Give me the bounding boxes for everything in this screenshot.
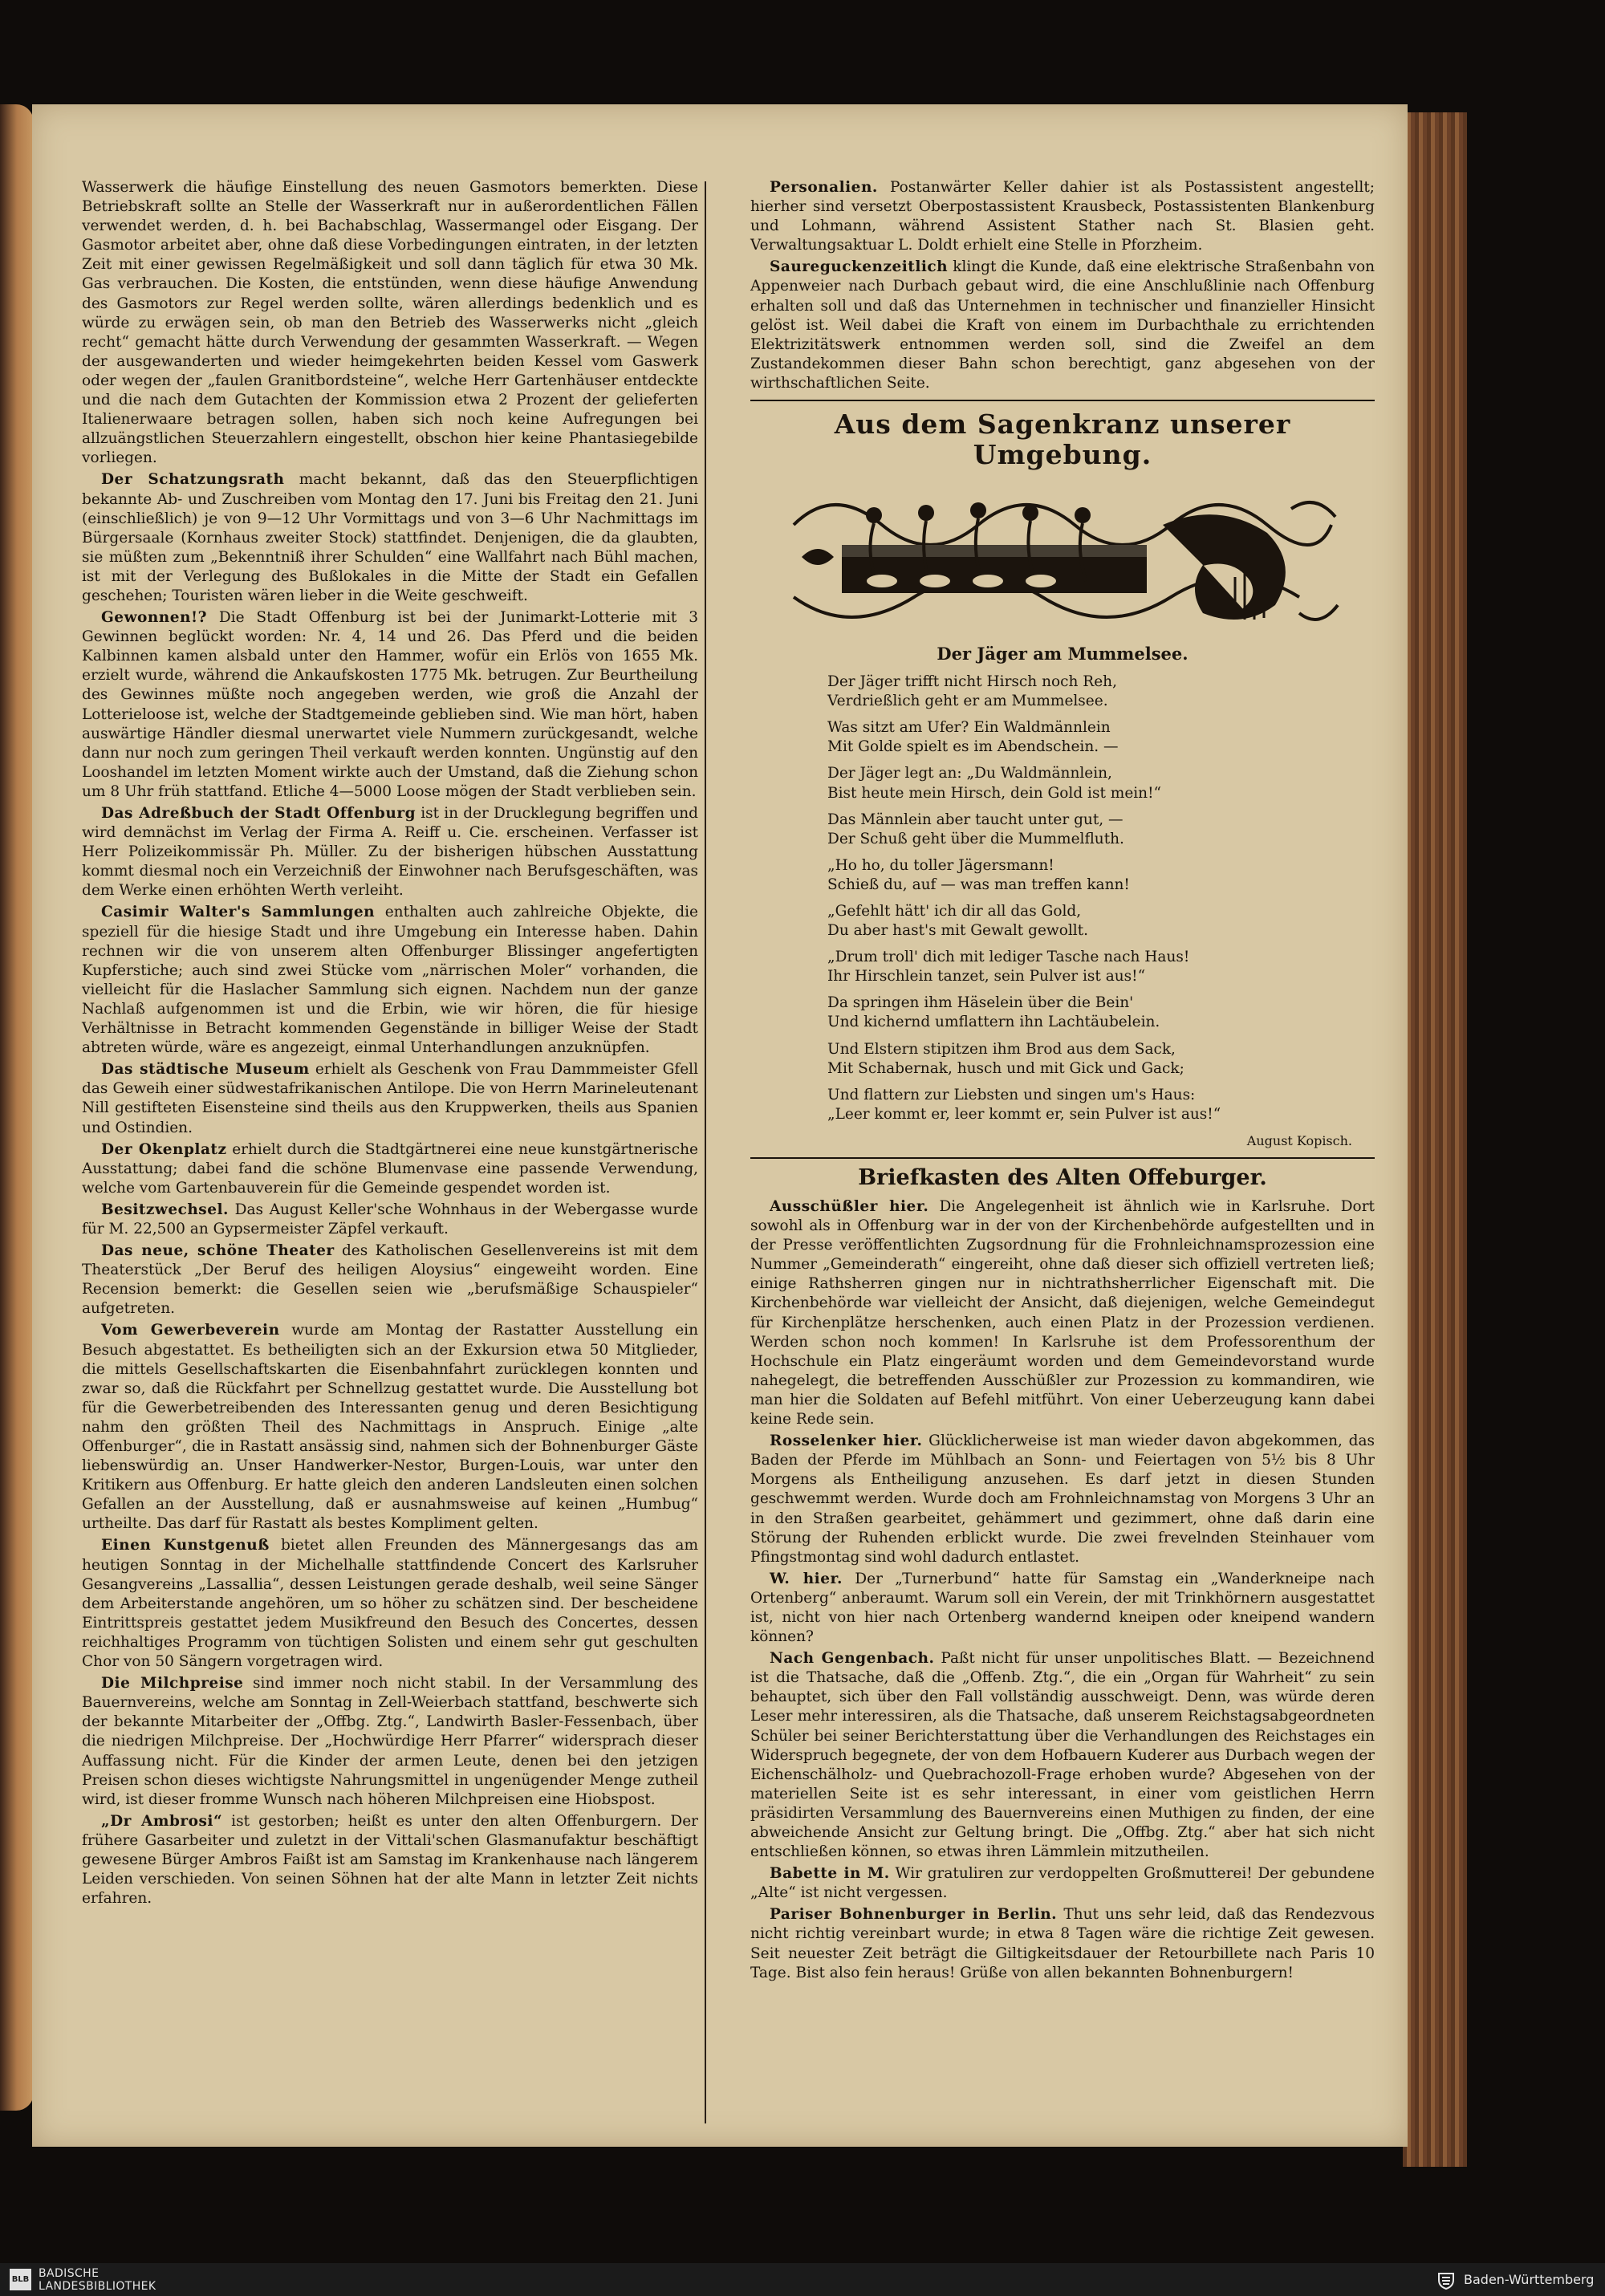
briefkasten-entries xyxy=(750,1197,1375,1983)
article-paragraph xyxy=(82,1201,698,1239)
poem-line: Mit Golde spielt es im Abendschein. — xyxy=(827,738,1119,756)
article-heading: Casimir Walter's Sammlungen xyxy=(101,904,376,921)
article-heading: Nach Gengenbach. xyxy=(770,1650,935,1668)
article-heading: Ausschüßler hier. xyxy=(770,1198,929,1215)
poem-line: Verdrießlich geht er am Mummelsee. xyxy=(827,693,1108,710)
article-text: Wir gratuliren zur verdoppelten Großmutterei! Der gebundene „Alte“ ist nicht vergessen. xyxy=(750,1865,1375,1902)
book-page-stack xyxy=(1403,112,1467,2167)
article-text: Thut uns sehr leid, daß das Rendezvous nicht richtig vereinbart wurde; in etwa 8 Tagen wäre die richtige Zeit gewesen. Seit neuester Zeit beträgt die Giltigkeitsdauer der Retourbillete nach Paris 10 Tage. Bist also fein heraus! Grüße von allen bekannten Bohnenburgern! xyxy=(750,1906,1375,1981)
poem-stanza xyxy=(827,1040,1375,1079)
poem-line: Ihr Hirschlein tanzet, sein Pulver ist aus!“ xyxy=(827,968,1146,985)
poem-line: Und kichernd umflattern ihn Lachtäubelein. xyxy=(827,1014,1160,1031)
article-paragraph xyxy=(750,1197,1375,1429)
article-text: erhielt als Geschenk von Frau Dammmeister Gfell das Geweih einer südwestafrikanischen Antilope. Die von Herrn Marineleutenant Nill gestifteten Eisensteine sind theils aus den Kruppwerken, theils aus Spanien und Ostindien. xyxy=(82,1061,699,1136)
article-heading: Saureguckenzeitlich xyxy=(770,258,949,276)
poem-line: Was sitzt am Ufer? Ein Waldmännlein xyxy=(827,719,1111,737)
article-heading: Der Schatzungsrath xyxy=(101,471,285,489)
article-paragraph xyxy=(82,1060,698,1137)
article-text: Paßt nicht für unser unpolitisches Blatt. — Bezeichnend ist die Thatsache, daß die „Offenb. Ztg.“, die ein „Organ für Wahrheit“ zu sein behauptet, sich über den Fall vollständig ausschweigt. Denn, was würde deren Leser mehr interessiren, als die Thatsache, daß unserem Reichstagsabgeordneten Schüler bei seiner Berichterstattung über die Verhandlungen des Reichstages ein Widerspruch begegnete, der von dem Hofbauern Kuderer aus Durbach wegen der Eichenschälholz- und Quebrachozoll-Frage erhoben wurde? Abgesehen von der materiellen Seite ist es sehr interessant, in einer vom geistlichen Herrn präsidirten Versammlung des Bauernvereins einen Muthigen zu finden, der eine abweichende Ansicht zur Geltung bringt. Die „Offbg. Ztg.“ aber hat sich nicht entschließen können, so etwas ihren Lämmlein mitzutheilen. xyxy=(750,1650,1375,1861)
article-heading: Rosselenker hier. xyxy=(770,1432,923,1450)
briefkasten-heading: Briefkasten des Alten Offeburger. xyxy=(858,1165,1267,1190)
art-nouveau-ornament xyxy=(786,477,1339,637)
article-heading: Personalien. xyxy=(770,179,878,196)
article-paragraph xyxy=(82,608,698,802)
poem-line: Du aber hast's mit Gewalt gewollt. xyxy=(827,922,1089,940)
library-footer xyxy=(0,2263,1605,2296)
article-paragraph xyxy=(82,903,698,1058)
article-paragraph xyxy=(750,178,1375,255)
poem-line: Und Elstern stipitzen ihm Brod aus dem Sack, xyxy=(827,1040,1176,1058)
article-text: wurde am Montag der Rastatter Ausstellung ein Besuch abgestattet. Es betheiligten sich an der Exkursion etwa 50 Mitglieder, die mittels Gesellschaftskarten die Eisenbahnfahrt zurücklegen konnten und zwar so, daß die Rückfahrt per Schnellzug gestattet wurde. Die Ausstellung bot für die Gewerbetreibenden des Interessanten genug und deren Besichtigung nahm den größten Theil des Nachmittags in Anspruch. Einige „alte Offenburger“, die in Rastatt ansässig sind, nahmen sich der Bohnenburger Gäste liebenswürdig an. Unser Handwerker-Nestor, Burgen-Louis, war unter den Kritikern aus Offenburg. Er hatte gleich den anderen Landsleuten einen solchen Gefallen an der Ausstellung, daß er ausnahmsweise auf keinen „Humbug“ urtheilte. Das darf für Rastatt als bestes Kompliment gelten. xyxy=(82,1322,698,1533)
article-paragraph xyxy=(750,1570,1375,1647)
poem-title: Der Jäger am Mummelsee. xyxy=(937,644,1189,664)
article-paragraph xyxy=(750,1905,1375,1982)
column-rule xyxy=(705,181,706,2123)
sagenkranz-heading: Aus dem Sagenkranz unserer Umgebung. xyxy=(834,408,1291,471)
poem-stanza xyxy=(827,856,1375,895)
article-paragraph xyxy=(82,1140,698,1198)
article-text: Der „Turnerbund“ hatte für Samstag ein „Wanderkneipe nach Ortenberg“ anberaumt. Warum soll ein Verein, der mit Trinkhörnern ausgestattet ist, nicht von hier nach Ortenberg wandernd kneipen oder kneipend wandern können? xyxy=(750,1570,1375,1646)
separator-rule xyxy=(750,1157,1375,1159)
poem-stanza xyxy=(827,1086,1375,1124)
left-page-edge xyxy=(0,104,34,2111)
article-heading: Das städtische Museum xyxy=(101,1061,310,1079)
blb-logo-icon: BLB xyxy=(10,2269,31,2290)
article-heading: Der Okenplatz xyxy=(101,1140,227,1158)
poem-stanza xyxy=(827,764,1375,803)
article-text: ist in der Drucklegung begriffen und wird demnächst im Verlag der Firma A. Reiff u. Cie. erscheinen. Verfasser ist Herr Polizeikommissär Ph. Müller. Zu der bisherigen hübschen Ausstattung kommt diesmal noch ein Verzeichniß der Einwohner nach Berufsgeschäften, was dem Werke einen erhöhten Werth verleiht. xyxy=(82,805,698,900)
article-paragraph xyxy=(750,1649,1375,1862)
library-name-line1: BADISCHE xyxy=(39,2267,100,2280)
state-name: Baden-Württemberg xyxy=(1464,2272,1595,2287)
article-paragraph xyxy=(750,258,1375,393)
poem-stanza xyxy=(827,902,1375,941)
poem-line: Mit Schabernak, husch und mit Gick und Gack; xyxy=(827,1059,1184,1077)
poem-stanza xyxy=(827,673,1375,711)
poem-stanza xyxy=(827,718,1375,757)
article-text: Wasserwerk die häufige Einstellung des neuen Gasmotors bemerkten. Diese Betriebskraft sollte an Stelle der Wasserkraft nur in außerordentlichen Fällen verwendet werden, d. h. bei Bachabschlag, Wassermangel oder Eisgang. Der Gasmotor arbeitet aber, ohne daß diese Vorbedingungen eintraten, in der letzten Zeit mit einer gewissen Regelmäßigkeit und soll dann täglich für etwa 30 Mk. Gas verbrauchen. Die Kosten, die entstünden, wenn diese häufige Anwendung des Gasmotors zur Regel werden sollte, wären allerdings bedenklich und es würde zu erwägen sein, ob man den Betrieb des Wasserwerks nicht „gleich recht“ gemacht hätte durch Verwendung der gesammten Wasserkraft. — Wegen der ausgewanderten und wieder heimgekehrten beiden Kessel vom Gaswerk oder wegen der „faulen Granitbordsteine“, welche Herr Gartenhäuser entdeckte und die nach dem Gutachten der Kommission etwa 2 Prozent der gelieferten Italienerwaare betragen sollen, haben sich noch keine Aufregungen bei allzuängstlichen Steuerzahlern eingestellt, obschon hier keine Phantasiegebilde vorliegen. xyxy=(82,179,698,467)
article-paragraph xyxy=(82,1812,698,1908)
poem-stanza xyxy=(827,811,1375,849)
article-text: des Katholischen Gesellenvereins ist mit dem Theaterstück „Der Beruf des heiligen Aloysius“ eingeweiht worden. Eine Recension bemerkt: die Gesellen seien wie „berufsmäßige Schauspieler“ aufgetreten. xyxy=(82,1242,698,1318)
poem-line: Der Schuß geht über die Mummelfluth. xyxy=(827,830,1124,847)
poem-line: „Ho ho, du toller Jägersmann! xyxy=(827,856,1054,874)
article-text: enthalten auch zahlreiche Objekte, die speziell für die hiesige Stadt und ihre Umgebung ein Interesse haben. Dahin rechnen wir die von unserem alten Offenburger Blissinger angefertigten Kupferstiche; auch sind zwei Stücke vom „närrischen Moler“ vorhanden, die vielleicht für die Haslacher Sammlung sich eignen. Nachdem nun der ganze Nachlaß aufgenommen ist und die Erbin, wie wir hören, die für hiesige Verhältnisse in Betracht kommenden Gegenstände in billiger Weise der Stadt abtreten würde, wäre es angezeigt, einmal Unterhandlungen anzuknüpfen. xyxy=(82,904,698,1057)
library-name xyxy=(39,2267,156,2293)
article-heading: „Dr Ambrosi“ xyxy=(101,1812,223,1830)
article-text: erhielt durch die Stadtgärtnerei eine neue kunstgärtnerische Ausstattung; dabei fand die schöne Blumenvase eine passende Verwendung, welche vom Gartenbauverein für die Gemeinde gespendet worden ist. xyxy=(82,1140,698,1197)
article-heading: Gewonnen!? xyxy=(101,609,207,627)
state-emblem-icon xyxy=(1436,2270,1456,2290)
article-heading: W. hier. xyxy=(770,1570,843,1587)
article-text: Die Stadt Offenburg ist bei der Junimarkt-Lotterie mit 3 Gewinnen beglückt worden: Nr. 4, 14 und 26. Das Pferd und die beiden Kalbinnen kamen alsbald unter den Hammer, wofür ein Erlös von 1655 Mk. erzielt wurde, während die Ankaufskosten 1775 Mk. betrugen. Zur Beurtheilung des Gewinnes müßte noch angegeben werden, wie groß die Anzahl der Lotterieloose ist, welche der Stadtgemeinde geblieben sind. Wie man hört, haben auswärtige Händler diesmal unerwartet viele Nummern zurückgesandt, welche dann nur noch zum geringen Theil verkauft werden konnten. Ungünstig auf den Looshandel im letzten Moment wirkte auch der Umstand, daß die Ziehung schon um 8 Uhr früh stattfand. Etliche 4—5000 Loose mögen der Stadt verblieben sein. xyxy=(82,609,698,800)
poem-stanza xyxy=(827,994,1375,1032)
article-text: klingt die Kunde, daß eine elektrische Straßenbahn von Appenweier nach Durbach gebaut wird, die eine Anschlußlinie nach Offenburg erhalten soll und daß das Unternehmen in technischer und finanzieller Hinsicht gelöst ist. Weil dabei die Kraft von einem im Durbachthale zu errichtenden Elektrizitätswerk entnommen werden soll, sind die Zweifel an dem Zustandekommen dieser Bahn schon berechtigt, ganz abgesehen von der wirthschaftlichen Seite. xyxy=(750,258,1375,392)
poem-line: Und flattern zur Liebsten und singen um's Haus: xyxy=(827,1086,1196,1103)
poem-line: Schieß du, auf — was man treffen kann! xyxy=(827,876,1130,893)
right-column xyxy=(750,178,1375,1985)
poem-author: August Kopisch. xyxy=(1246,1132,1352,1148)
poem-stanza xyxy=(827,948,1375,986)
article-paragraph xyxy=(82,1536,698,1672)
article-paragraph xyxy=(82,470,698,606)
newspaper-page xyxy=(32,104,1408,2147)
poem-line: Der Jäger trifft nicht Hirsch noch Reh, xyxy=(827,673,1117,691)
article-heading: Besitzwechsel. xyxy=(101,1201,229,1218)
article-text: Glücklicherweise ist man wieder davon abgekommen, das Baden der Pferde im Mühlbach an Sonn- und Feiertagen von 5½ bis 8 Uhr Morgens als Entheiligung anzusehen. Es darf jetzt in diesen Stunden geschwemmt werden. Wurde doch am Frohnleichnamstag von Morgens 3 Uhr an in den Straßen gearbeitet, gehämmert und gezimmert, ohne daß darin eine Störung der Ruhenden erblickt wurde. Die zwei frevelnden Steinhauer vom Pfingstmontag sind wohl dadurch entlastet. xyxy=(750,1432,1375,1566)
article-text: ist gestorben; heißt es unter den alten Offenburgern. Der frühere Gasarbeiter und zuletzt in der Vittali'schen Glasmanufaktur beschäftigt gewesene Bürger Ambros Faißt ist am Samstag im Krankenhause nach längerem Leiden verschieden. Von seinen Söhnen hat der alte Mann in letzter Zeit nichts erfahren. xyxy=(82,1812,698,1908)
article-paragraph xyxy=(82,1321,698,1534)
poem-line: Der Jäger legt an: „Du Waldmännlein, xyxy=(827,765,1112,782)
article-paragraph xyxy=(82,1241,698,1319)
library-name-line2: LANDESBIBLIOTHEK xyxy=(39,2280,156,2293)
article-heading: Babette in M. xyxy=(770,1865,890,1883)
article-heading: Das neue, schöne Theater xyxy=(101,1242,335,1260)
poem-line: „Gefehlt hätt' ich dir all das Gold, xyxy=(827,902,1082,920)
article-text: Postanwärter Keller dahier ist als Postassistent angestellt; hierher sind versetzt Oberpostassistent Krausbeck, Postassistenten Blankenburg und Lohmann, während Assistent Stather nach St. Blasien geht. Verwaltungsaktuar L. Doldt erhielt eine Stelle in Pforzheim. xyxy=(750,179,1375,254)
article-heading: Einen Kunstgenuß xyxy=(101,1537,270,1554)
article-text: Die Angelegenheit ist ähnlich wie in Karlsruhe. Dort sowohl als in Offenburg war in der von der Kirchenbehörde aufgestellten und in der Presse veröffentlichten Zugsordnung für die Frohnleichnamsprozession eine Nummer „Gemeinderath“ eingereiht, ohne daß dieser sich offiziell vertreten ließ; einige Rathsherren gingen nur in nichtrathsherrlicher Eigenschaft mit. Die Kirchenbehörde war vielleicht der Ansicht, daß diejenigen, welche Gemeindegut für Kirchenplätze herschenken, auch einen Platz in der Prozession verdienen. Werden schon noch kommen! In Karlsruhe ist dem Professorenthum der Hochschule ein Platz eingeräumt worden und dem Gemeindevorstand wurde nahegelegt, die betreffenden Ausschüßler zur Prozession zu kommandiren, wie man hier die Soldaten auf Befehl mitführt. Von einer Ueberzeugung kann dabei keine Rede sein. xyxy=(750,1198,1375,1428)
poem-line: Bist heute mein Hirsch, dein Gold ist mein!“ xyxy=(827,784,1161,802)
article-heading: Vom Gewerbeverein xyxy=(101,1322,280,1339)
left-column xyxy=(82,178,698,1911)
article-text: sind immer noch nicht stabil. In der Versammlung des Bauernvereins, welche am Sonntag in Zell-Weierbach stattfand, beschwerte sich der bekannte Mitarbeiter der „Offbg. Ztg.“, Landwirth Basler-Fessenbach, über die niedrigen Milchpreise. Der „Hochwürdige Herr Pfarrer“ widersprach dieser Auffassung nicht. Für die Kinder der armen Leute, denen bei den jetzigen Preisen schon dieses wichtigste Nahrungsmittel in ungenügender Menge zutheil wird, ist dieser fromme Wunsch nach höheren Milchpreisen eine Hiobspost. xyxy=(82,1675,698,1808)
article-heading: Das Adreßbuch der Stadt Offenburg xyxy=(101,805,416,822)
right-column-notices xyxy=(750,178,1375,393)
article-paragraph xyxy=(750,1432,1375,1567)
article-paragraph xyxy=(82,804,698,900)
article-paragraph xyxy=(750,1864,1375,1903)
article-text: Das August Keller'sche Wohnhaus in der Webergasse wurde für M. 22,500 an Gypsermeister Zäpfel verkauft. xyxy=(82,1201,698,1237)
article-text: macht bekannt, daß das den Steuerpflichtigen bekannte Ab- und Zuschreiben vom Montag den 17. Juni bis Freitag den 21. Juni (einschließlich) je von 9—12 Uhr Vormittags und von 3—6 Uhr Nachmittags im Bürgersaale (Kornhaus zweiter Stock) stattfindet. Denjenigen, die da glaubten, sie müßten zum „Bekenntniß ihrer Schulden“ eine Wallfahrt nach Bühl machen, ist mit der Verlegung des Bußlokales in die Mitte der Stadt ein Gefallen geschehen; Touristen wären lieber in die Weite geschweift. xyxy=(82,471,698,604)
article-text: bietet allen Freunden des Männergesangs das am heutigen Sonntag in der Michelhalle stattfindende Concert des Karlsruher Gesangvereins „Lassallia“, dessen Leistungen gerade deshalb, weil seine Sänger dem Arbeiterstande angehören, um so höher zu schätzen sind. Der bescheidene Eintrittspreis gestattet jedem Musikfreund den Besuch des Concertes, dessen reichhaltiges Programm von tüchtigen Solisten und einem sehr gut geschulten Chor von 50 Sängern vorgetragen wird. xyxy=(82,1537,698,1671)
poem-line: „Leer kommt er, leer kommt er, sein Pulver ist aus!“ xyxy=(827,1105,1221,1123)
separator-rule xyxy=(750,400,1375,401)
article-heading: Die Milchpreise xyxy=(101,1675,244,1693)
poem-body xyxy=(827,673,1375,1124)
article-paragraph xyxy=(82,1674,698,1810)
poem-line: Das Männlein aber taucht unter gut, — xyxy=(827,811,1124,828)
article-paragraph xyxy=(82,178,698,468)
article-heading: Pariser Bohnenburger in Berlin. xyxy=(770,1906,1058,1924)
poem-line: Da springen ihm Häselein über die Bein' xyxy=(827,994,1134,1012)
poem-line: „Drum troll' dich mit lediger Tasche nach Haus! xyxy=(827,949,1190,966)
